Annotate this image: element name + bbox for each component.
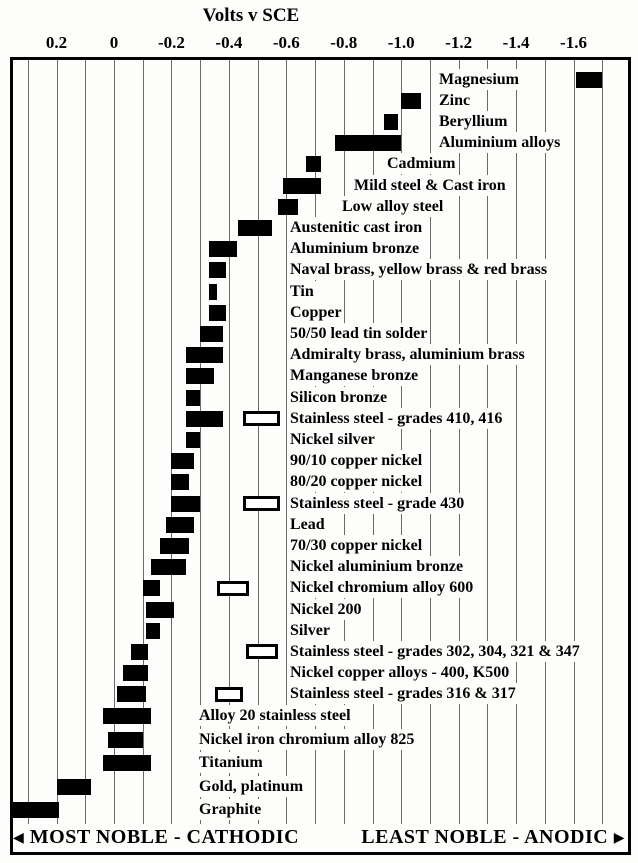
series-bar xyxy=(117,686,146,702)
series-bar xyxy=(11,802,60,818)
series-label: Stainless steel - grades 410, 416 xyxy=(290,409,503,427)
series-label: Stainless steel - grades 316 & 317 xyxy=(290,685,516,703)
series-bar xyxy=(171,453,194,469)
series-bar xyxy=(186,390,200,406)
series-label: Alloy 20 stainless steel xyxy=(199,707,351,725)
series-bar xyxy=(186,347,223,363)
footer-right-label: LEAST NOBLE - ANODIC xyxy=(361,826,609,848)
x-axis-tick-label: -1.0 xyxy=(387,33,415,52)
series-label: Copper xyxy=(290,303,342,321)
footer-least-noble xyxy=(361,826,625,849)
series-label: Nickel 200 xyxy=(290,600,362,618)
series-active-hollow-box xyxy=(243,496,280,511)
series-label: Beryllium xyxy=(439,112,508,130)
series-active-hollow-box xyxy=(217,581,249,596)
x-axis-tick-label: -1.4 xyxy=(502,33,530,52)
series-bar xyxy=(166,517,195,533)
series-bar xyxy=(209,284,218,300)
x-axis-tick-label: 0.2 xyxy=(45,33,68,52)
series-label: Magnesium xyxy=(439,70,519,88)
x-axis-tick-label: -0.2 xyxy=(157,33,185,52)
series-label: Admiralty brass, aluminium brass xyxy=(290,346,525,364)
series-label: Graphite xyxy=(199,801,262,819)
series-label: 50/50 lead tin solder xyxy=(290,324,428,342)
series-label: Manganese bronze xyxy=(290,367,419,385)
chart-title: Volts v SCE xyxy=(202,5,300,26)
series-bar xyxy=(384,114,398,130)
arrow-right-icon: ▶ xyxy=(613,831,625,846)
series-bar xyxy=(186,411,223,427)
series-label: Stainless steel - grade 430 xyxy=(290,494,465,512)
series-bar xyxy=(146,623,160,639)
x-axis-tick-label: -0.8 xyxy=(330,33,358,52)
arrow-left-icon: ◀ xyxy=(13,831,25,846)
series-label: Nickel silver xyxy=(290,430,375,448)
series-label: 90/10 copper nickel xyxy=(290,452,423,470)
x-axis-tick-label: -0.4 xyxy=(215,33,243,52)
footer-most-noble xyxy=(13,826,299,849)
series-label: Tin xyxy=(290,282,314,300)
series-label: Nickel iron chromium alloy 825 xyxy=(199,730,415,748)
series-bar xyxy=(200,326,223,342)
series-active-hollow-box xyxy=(246,644,278,659)
series-bar xyxy=(238,220,273,236)
series-bar xyxy=(143,580,160,596)
series-label: Nickel aluminium bronze xyxy=(290,558,464,576)
series-bar xyxy=(146,602,175,618)
series-label: Naval brass, yellow brass & red brass xyxy=(290,261,548,279)
series-bar xyxy=(209,305,226,321)
series-label: Titanium xyxy=(199,754,263,772)
series-label: Low alloy steel xyxy=(342,197,444,215)
x-axis-tick-label: -1.2 xyxy=(445,33,473,52)
series-bar xyxy=(186,432,200,448)
series-bar xyxy=(576,72,602,88)
series-label: Stainless steel - grades 302, 304, 321 & 347 xyxy=(290,642,580,660)
series-label: Silver xyxy=(290,621,330,639)
series-bar xyxy=(123,665,149,681)
series-label: Mild steel & Cast iron xyxy=(354,176,506,194)
series-label: Aluminium alloys xyxy=(439,134,561,152)
series-label: Aluminium bronze xyxy=(290,240,420,258)
series-active-hollow-box xyxy=(215,687,244,702)
series-bar xyxy=(160,538,189,554)
series-label: Silicon bronze xyxy=(290,388,388,406)
x-axis-tick-label: -1.6 xyxy=(560,33,587,52)
series-bar xyxy=(131,644,148,660)
series-bar xyxy=(57,779,92,795)
series-bar xyxy=(335,135,401,151)
series-active-hollow-box xyxy=(243,411,280,426)
x-axis-tick-label: -0.6 xyxy=(272,33,300,52)
series-bar xyxy=(401,93,421,109)
series-bar xyxy=(283,178,320,194)
series-bar xyxy=(209,241,238,257)
series-bar xyxy=(306,156,320,172)
x-axis-tick-label: 0 xyxy=(109,33,119,52)
series-label: 70/30 copper nickel xyxy=(290,536,423,554)
series-label: Nickel chromium alloy 600 xyxy=(290,579,474,597)
series-bar xyxy=(186,368,215,384)
series-label: Zinc xyxy=(439,91,471,109)
series-label: Nickel copper alloys - 400, K500 xyxy=(290,664,510,682)
series-label: 80/20 copper nickel xyxy=(290,473,423,491)
series-label: Gold, platinum xyxy=(199,777,304,795)
series-label: Austenitic cast iron xyxy=(290,218,423,236)
series-label: Cadmium xyxy=(387,155,456,173)
footer-left-label: MOST NOBLE - CATHODIC xyxy=(29,826,300,848)
series-bar xyxy=(103,755,152,771)
series-bar xyxy=(171,474,188,490)
series-bar xyxy=(103,708,152,724)
series-bar xyxy=(171,496,200,512)
series-bar xyxy=(209,262,226,278)
series-bar xyxy=(108,732,143,748)
series-bar xyxy=(278,199,298,215)
series-bar xyxy=(151,559,186,575)
series-label: Lead xyxy=(290,515,325,533)
